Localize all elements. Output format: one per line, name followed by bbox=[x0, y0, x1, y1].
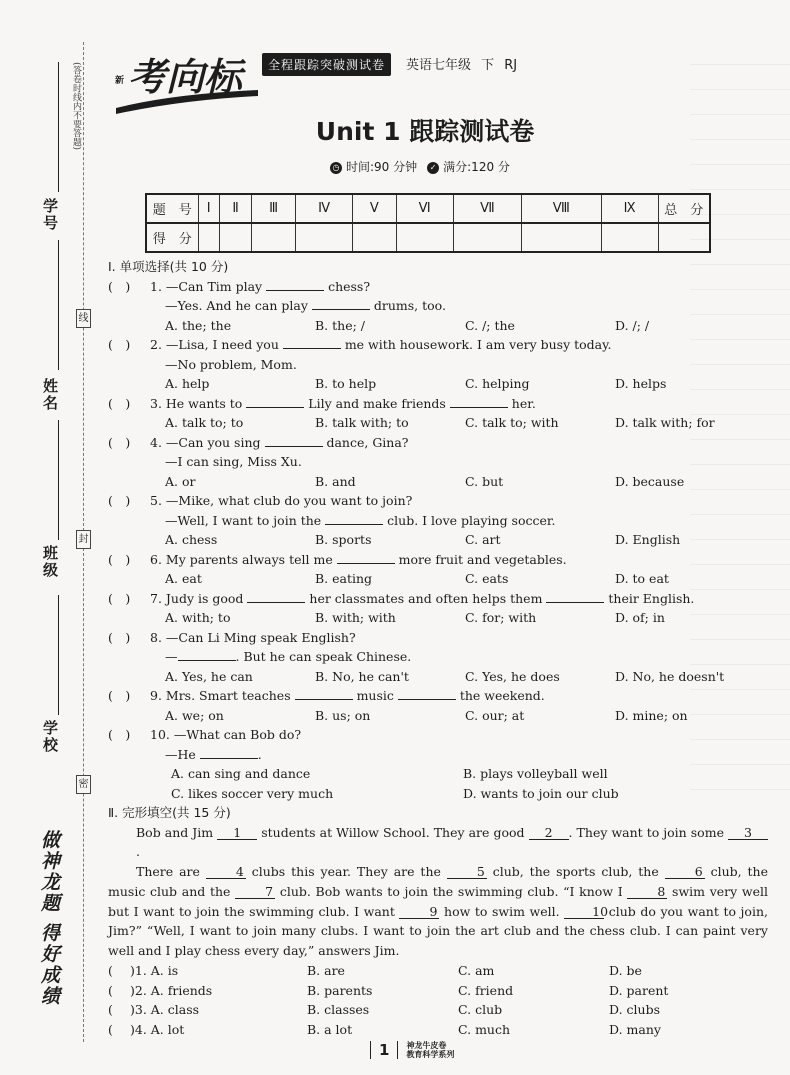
options-9: A. we; on B. us; on C. our; at D. mine; on bbox=[165, 707, 688, 723]
score-cell[interactable] bbox=[522, 223, 602, 252]
cloze-blank-8[interactable]: 8 bbox=[627, 884, 667, 899]
answer-blank[interactable] bbox=[450, 396, 508, 408]
slogan: 做神龙题 得好成绩 bbox=[38, 830, 60, 1007]
cloze-blank-2[interactable]: 2 bbox=[529, 825, 569, 840]
options-1: A. the; the B. the; / C. /; the D. /; / bbox=[165, 317, 650, 333]
page-number: 1 bbox=[379, 1041, 390, 1059]
brand-logo bbox=[112, 40, 262, 115]
name-line[interactable] bbox=[58, 240, 59, 370]
answer-blank[interactable] bbox=[247, 591, 305, 603]
score-cell[interactable] bbox=[219, 223, 252, 252]
question-9: ( ) 9. Mrs. Smart teaches music the weekend. bbox=[108, 688, 545, 703]
score-col: Ⅸ bbox=[601, 194, 658, 223]
options-10a: A. can sing and dance B. plays volleyball well bbox=[171, 766, 608, 781]
score-col: Ⅷ bbox=[522, 194, 602, 223]
grade-label: 英语七年级 下 RJ bbox=[406, 58, 518, 73]
cloze-blank-9[interactable]: 9 bbox=[399, 904, 439, 919]
exam-content: Ⅰ. 单项选择(共 10 分) ( ) 1. —Can Tim play chess? —Yes. And he can play drums, too. A. the; the B. the; / C. /; the D. /; / ( ) 2. —Lisa, I need you me with housework. I am very busy today. —No problem, Mom. A. help B. to help C. helping D. helps ( ) 3. He wants to Lily and make friends her. A. talk to; to B. talk with; to C. talk to; with D. talk with; for ( ) 4. —Can you sing dance, Gina? —I can sing, Miss Xu. A. or B. and C. but D. because ( ) 5. —Mike, what club do you want to join? —Well, I want to join the club. I love playing soccer. A. chess B. sports C. art D. English ( ) 6. My parents always tell me more fruit and vegetables. A. eat B. eating C. eats D. to eat ( ) 7. Judy is good her classmates and often helps them their English. A. with; to B. with; with C. for; with D. of; in ( ) 8. —Can Li Ming speak English? — . But he can speak Chinese. A. Yes, he can B. No, he can't C. Yes, he does D. No, he doesn't ( ) 9. Mrs. Smart teaches music the weekend. A. we; on B. us; on C. our; at D. mine; on ( ) 10. —What can Bob do? —He . A. can sing and dance B. plays volleyball well C. likes soccer very much D. wants to join our club Ⅱ. 完形填空(共 15 分) Bob and Jim 1 students at Willow School. They are good 2 . They want to join some 3. There are 4 clubs this year. They are the 5 club, the sports club, the 6 club, the music club and the 7 club. Bob wants to join the swimming club. “I know I 8 swim very well but I want to join the swimming club. I want 9 how to swim well. 10 club do you want to join, Jim?” “Well, I want to join many clubs. I want to join the art club and the chess club. I can paint very well and I play chess every day,” answers Jim. ( )1. A. is B. are C. am D. be ( )2. A. friends B. parents C. friend D. parent ( )3. A. class B. classes C. club D. clubs ( )4. A. lot B. a lot C. much D. many bbox=[108, 257, 768, 1039]
answer-blank[interactable] bbox=[246, 396, 304, 408]
score-cell[interactable] bbox=[658, 223, 710, 252]
cloze-question-3: ( )3. A. class B. classes C. club D. clubs bbox=[108, 1002, 660, 1018]
score-cell[interactable] bbox=[198, 223, 219, 252]
cloze-blank-4[interactable]: 4 bbox=[206, 864, 246, 879]
score-table bbox=[145, 193, 711, 253]
options-3: A. talk to; to B. talk with; to C. talk to; with D. talk with; for bbox=[165, 415, 715, 430]
series-badge: 全程跟踪突破测试卷 bbox=[262, 53, 391, 76]
question-3: ( ) 3. He wants to Lily and make friends her. bbox=[108, 395, 536, 411]
cloze-blank-6[interactable]: 6 bbox=[665, 864, 705, 879]
score-cell[interactable] bbox=[601, 223, 658, 252]
score-cell[interactable] bbox=[353, 223, 397, 252]
clock-icon: ◷ bbox=[330, 162, 342, 174]
score-col-total: 总 分 bbox=[658, 194, 710, 223]
score-label-score: 得 分 bbox=[146, 223, 198, 252]
answer-blank[interactable] bbox=[398, 688, 456, 700]
score-header-row bbox=[146, 194, 710, 223]
score-col: Ⅲ bbox=[252, 194, 296, 223]
field-school: 学校 bbox=[41, 720, 59, 754]
cloze-line-1: Bob and Jim 1 students at Willow School. They are good 2 . They want to join some 3. bbox=[108, 823, 768, 863]
answer-blank[interactable] bbox=[546, 591, 604, 603]
score-col: Ⅰ bbox=[198, 194, 219, 223]
section1-heading: Ⅰ. 单项选择(共 10 分) bbox=[108, 259, 229, 274]
question-8: ( ) 8. —Can Li Ming speak English? bbox=[108, 629, 356, 645]
exam-meta bbox=[330, 158, 510, 175]
options-5: A. chess B. sports C. art D. English bbox=[165, 532, 681, 547]
binding-note: (答卷时线内不要答题) bbox=[71, 62, 81, 151]
score-col: Ⅱ bbox=[219, 194, 252, 223]
options-10b: C. likes soccer very much D. wants to join our club bbox=[171, 785, 619, 801]
options-8: A. Yes, he can B. No, he can't C. Yes, he does D. No, he doesn't bbox=[165, 668, 725, 684]
cloze-blank-5[interactable]: 5 bbox=[447, 864, 487, 879]
logo-small-text: 新 bbox=[115, 76, 125, 86]
cloze-paragraph: There are 4 clubs this year. They are the 5 club, the sports club, the 6 club, the music club and the 7 club. Bob wants to join the swimming club. “I know I 8 swim very well but I want to join the swimming club. I want 9 how to swim well. 10 club do you want to join, Jim?” “Well, I want to join many clubs. I want to join the art club and the chess club. I can paint very well and I play chess every day,” answers Jim. bbox=[108, 864, 768, 959]
question-10: ( ) 10. —What can Bob do? bbox=[108, 727, 302, 742]
cloze-question-1: ( )1. A. is B. are C. am D. be bbox=[108, 963, 642, 979]
school-line[interactable] bbox=[58, 595, 59, 715]
question-2: ( ) 2. —Lisa, I need you me with housework. I am very busy today. bbox=[108, 337, 612, 352]
section2-heading: Ⅱ. 完形填空(共 15 分) bbox=[108, 805, 231, 820]
score-label-item: 题 号 bbox=[146, 194, 198, 223]
seal-xian: 线 bbox=[76, 309, 91, 328]
score-cell[interactable] bbox=[296, 223, 353, 252]
score-cell[interactable] bbox=[396, 223, 453, 252]
page-title: Unit 1 跟踪测试卷 bbox=[315, 117, 535, 146]
question-4: ( ) 4. —Can you sing dance, Gina? bbox=[108, 434, 409, 450]
publisher: 神龙牛皮卷 教育科学系列 bbox=[406, 1041, 455, 1059]
score-col: Ⅵ bbox=[396, 194, 453, 223]
answer-blank[interactable] bbox=[325, 513, 383, 525]
question-7: ( ) 7. Judy is good her classmates and often helps them their English. bbox=[108, 590, 695, 606]
seal-feng: 封 bbox=[76, 530, 91, 549]
field-class: 班级 bbox=[41, 545, 59, 579]
score-col: Ⅶ bbox=[453, 194, 521, 223]
question-1: ( ) 1. —Can Tim play chess? bbox=[108, 278, 371, 294]
cloze-question-2: ( )2. A. friends B. parents C. friend D. parent bbox=[108, 982, 669, 998]
cloze-blank-1[interactable]: 1 bbox=[217, 825, 257, 840]
options-2: A. help B. to help C. helping D. helps bbox=[165, 376, 667, 391]
answer-blank[interactable] bbox=[200, 747, 258, 759]
class-line[interactable] bbox=[58, 420, 59, 540]
answer-blank[interactable] bbox=[265, 435, 323, 447]
score-cell[interactable] bbox=[252, 223, 296, 252]
question-5: ( ) 5. —Mike, what club do you want to join? bbox=[108, 493, 413, 508]
field-name: 姓名 bbox=[41, 378, 59, 412]
options-6: A. eat B. eating C. eats D. to eat bbox=[165, 571, 669, 586]
seal-mi: 密 bbox=[76, 775, 91, 794]
check-icon: ✓ bbox=[427, 162, 439, 174]
score-col: Ⅳ bbox=[296, 194, 353, 223]
score-col: Ⅴ bbox=[353, 194, 397, 223]
answer-blank[interactable] bbox=[283, 337, 341, 349]
question-6: ( ) 6. My parents always tell me more fruit and vegetables. bbox=[108, 551, 567, 567]
time-info: ◷ 时间:90 分钟 bbox=[330, 158, 417, 175]
score-cell[interactable] bbox=[453, 223, 521, 252]
options-7: A. with; to B. with; with C. for; with D. of; in bbox=[165, 610, 665, 625]
logo-text: 考向标 bbox=[128, 55, 243, 99]
cloze-blank-10[interactable]: 10 bbox=[564, 904, 604, 919]
answer-blank[interactable] bbox=[266, 279, 324, 291]
options-4: A. or B. and C. but D. because bbox=[165, 473, 685, 489]
answer-blank[interactable] bbox=[295, 688, 353, 700]
cloze-blank-7[interactable]: 7 bbox=[235, 884, 275, 899]
answer-blank[interactable] bbox=[312, 298, 370, 310]
cloze-question-4: ( )4. A. lot B. a lot C. much D. many bbox=[108, 1021, 661, 1037]
field-student-id: 学号 bbox=[41, 198, 59, 232]
score-info: ✓ 满分:120 分 bbox=[427, 158, 510, 175]
page-footer bbox=[370, 1041, 454, 1059]
answer-blank[interactable] bbox=[337, 552, 395, 564]
answer-blank[interactable] bbox=[178, 649, 236, 661]
score-value-row bbox=[146, 223, 710, 252]
cloze-blank-3[interactable]: 3 bbox=[728, 825, 768, 840]
